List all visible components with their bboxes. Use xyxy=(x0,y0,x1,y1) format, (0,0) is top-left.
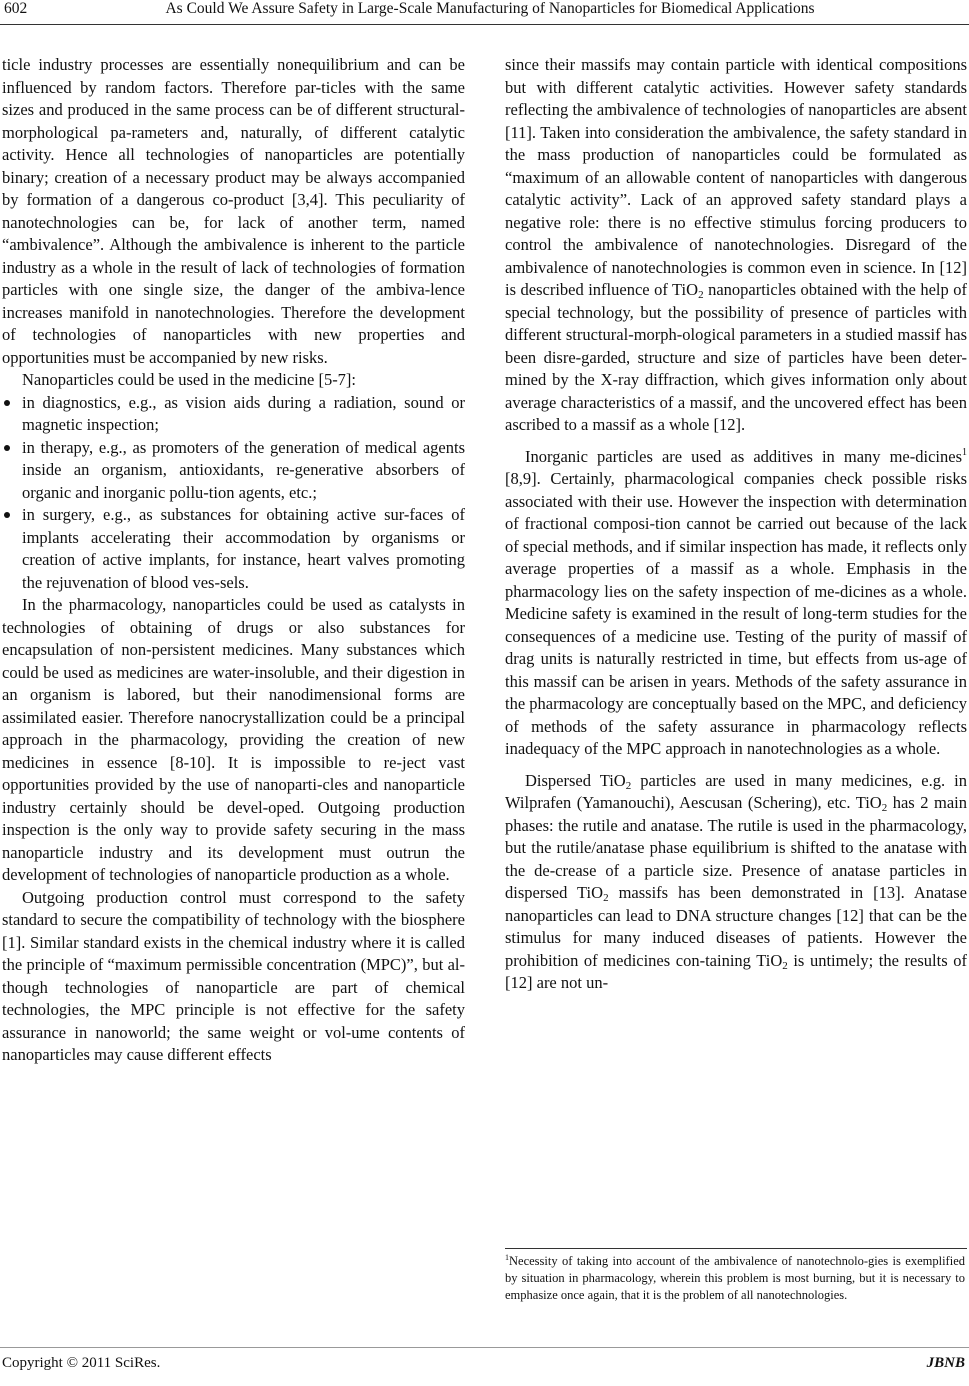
page-footer xyxy=(0,1355,969,1379)
journal-abbrev: JBNB xyxy=(926,1355,965,1371)
text-run: [8,9]. Certainly, pharmacological companies check possible risks associated with their use. However the inspection with determination of fractional composi-tion cannot be carried out because of the lack of special methods, and if similar inspection has made, it reflects only average properties of a massif as a whole. Emphasis in the pharmacology lies on the safety inspection of me-dicines as a whole. Medicine safety is examined in the result of long-term studies for the consequences of a medicine use. Testing of the purity of massif of drag units is naturally restricted in time, but effects from us-age of this massif can be arisen in years. Methods of the safety assurance in the pharmacology are conceptually based on the MPC, and deficiency of methods of the safety assurance in pharmacology reflects inadequacy of the MPC approach in nanotechnologies as a whole. xyxy=(505,469,967,758)
text-run: Inorganic particles are used as additives in many me-dicines xyxy=(525,446,962,466)
subscript: 2 xyxy=(881,802,888,814)
paragraph xyxy=(505,54,967,437)
text-run: since their massifs may contain particle with identical compositions but with different catalytic activities. However safety standards reflecting the ambivalence of technologies of nanoparticles are absent [11]. Taken into consideration the ambivalence, the safety standard in the mass production of nanoparticles could be formulated as “maximum of an allowable content of nanoparticles with dangerous catalytic activity”. Lack of an approved safety standard plays a negative role: there is no effective stimulus forcing producers to control the ambivalence of nanotechnologies. Disregard of the ambivalence of nanotechnologies is common even in science. In [12] is described influence of TiO xyxy=(505,55,967,299)
paragraph: Outgoing production control must correspond to the safety standard to secure the compatibility of technology with the biosphere [1]. Similar standard exists in the chemical industry where it is called the principle of “maximum permissible concentration (MPC)”, but al-though technologies of nanoparticle are part of chemical technologies, the MPC principle is not effective for the safety assurance in nanoworld; the same weight or vol-ume contents of nanoparticles may cause different effects xyxy=(2,887,465,1064)
list-item-text: in therapy, e.g., as promoters of the generation of medical agents inside an organism, antioxidants, re-generative absorbers of organic and inorganic pollu-tion agents, etc.; xyxy=(22,437,465,502)
list-item xyxy=(2,504,465,594)
footnote-rule xyxy=(505,1248,967,1249)
bullet-list xyxy=(2,392,465,595)
header-rule xyxy=(0,24,969,25)
bullet-icon xyxy=(4,445,10,451)
footnote-mark: 1 xyxy=(505,1253,509,1262)
paragraph: In the pharmacology, nanoparticles could be used as catalysts in technologies of obtaining of drugs or also substances for encapsulation of non-persistent medicines. Many substances which could be used as medicines are water-insoluble, and their digestion in an organism is labored, but their nanodimensional forms are assimilated easier. Therefore nanocrystallization could be a principal approach in the pharmacology, providing the creation of new medicines in essence [8-10]. It is impossible to re-ject vast opportunities provided by the use of nanoparti-cles and nanoparticle industry certainly should be devel-oped. Outgoing production inspection is the only way to provide safety securing in the mass nanoparticle industry and its development must outrun the development of technologies of nanoparticle production as a whole. xyxy=(2,595,465,884)
paragraph xyxy=(505,770,967,995)
page-number: 602 xyxy=(4,0,28,17)
footer-rule xyxy=(0,1347,969,1348)
list-item-text: in surgery, e.g., as substances for obtaining active sur-faces of implants accelerating their accommodation by organisms or creation of active implants, for instance, heart valves promoting the rejuvenation of blood ves-sels. xyxy=(22,505,465,592)
list-item-text: in diagnostics, e.g., as vision aids during a radiation, sound or magnetic inspection; xyxy=(22,392,465,434)
subscript: 2 xyxy=(625,779,632,792)
text-run: particles are used in many medicines, e.g. in Wilprafen (Yamanouchi), Aescusan (Schering), etc. TiO xyxy=(505,770,967,812)
paragraph xyxy=(505,446,967,761)
copyright: Copyright © 2011 SciRes. xyxy=(2,1355,161,1371)
bullet-icon xyxy=(4,400,10,406)
paragraph: Nanoparticles could be used in the medicine [5-7]: xyxy=(22,370,357,389)
footnote xyxy=(505,1253,965,1304)
page-header xyxy=(0,0,969,30)
subscript: 2 xyxy=(782,959,788,972)
footnote-text: Necessity of taking into account of the ambivalence of nanotechnolo-gies is exemplified by situation in pharmacology, wherein this problem is most burning, but it is necessary to emphasize once again, that it is the problem of all nanotechnologies. xyxy=(505,1254,965,1302)
text-run: has 2 main phases: the rutile and anatase. The rutile is used in the pharmacology, but the rutile/anatase phase equilibrium is shifted to the anatase with the de-crease of a particle size. Presence of anatase particles in dispersed TiO xyxy=(505,793,967,902)
paragraph: ticle industry processes are essentially nonequilibrium and can be influenced by random factors. Therefore par-ticles with the same sizes and produced in the same process can be of different structural-morphological pa-rameters and, naturally, of different catalytic activity. Hence all technologies of nanoparticles are potentially binary; creation of a necessary product may be always accompanied by formation of a dangerous co-product [3,4]. This peculiarity of nanotechnologies can be, for lack of another term, named “ambivalence”. Although the ambivalence is inherent to the particle industry as a whole in the result of lack of technologies of formation particles with one single size, the danger of the ambiva-lence increases manifold in nanotechnologies. Therefore the development of technologies of nanoparticles with new properties and opportunities must be accompanied by new risks. xyxy=(2,55,465,367)
subscript: 2 xyxy=(698,289,704,301)
text-run: Dispersed TiO xyxy=(525,770,626,790)
text-run: is untimely; the results of [12] are not un- xyxy=(505,950,967,992)
list-item xyxy=(2,437,465,505)
subscript: 2 xyxy=(603,892,609,904)
bullet-icon xyxy=(4,512,10,518)
text-run: massifs has been demonstrated in [13]. Anatase nanoparticles can lead to DNA structure changes [12] that can be the stimulus for many induced diseases of patients. However the prohibition of medicines con-taining TiO xyxy=(505,883,967,970)
right-column xyxy=(505,54,967,995)
footnote-ref[interactable]: 1 xyxy=(962,446,967,458)
text-run: nanoparticles obtained with the help of special technology, but the possibility of presence of particles with different structural-morph-ological parameters in a studied massif has been disre-garded, structure and size of particles have been deter-mined by the X-ray diffraction, which gives information only about average characteristics of a massif, and the uncovered effect has been ascribed to a massif as a whole [12]. xyxy=(505,280,967,434)
list-item xyxy=(2,392,465,437)
left-column xyxy=(2,54,465,1067)
running-title: As Could We Assure Safety in Large-Scale Manufacturing of Nanoparticles for Biomedical Applications xyxy=(165,0,815,17)
